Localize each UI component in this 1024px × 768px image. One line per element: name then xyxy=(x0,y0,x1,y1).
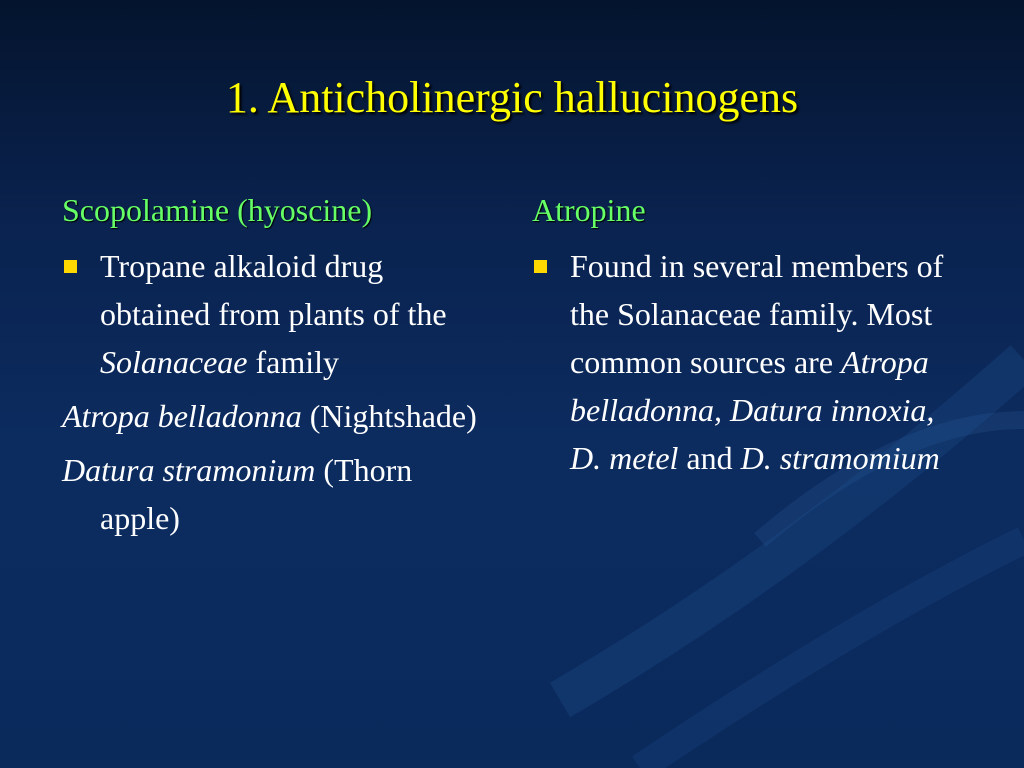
left-column xyxy=(62,188,482,548)
right-bullet-text: Found in several members of the Solanaceae family. Most common sources are xyxy=(570,248,944,380)
left-column-heading: Scopolamine (hyoscine) xyxy=(62,192,373,228)
right-column-heading: Atropine xyxy=(532,192,646,228)
square-bullet-icon xyxy=(64,260,77,273)
left-bullet-italic: Solanaceae xyxy=(100,344,248,380)
left-item-atropa-italic: Atropa belladonna xyxy=(62,398,302,434)
right-bullet-item xyxy=(532,242,972,482)
right-bullet-italic-stramomium: D. stramomium xyxy=(740,440,940,476)
swirl-arc-2 xyxy=(640,540,1024,768)
left-bullet-item xyxy=(62,242,482,386)
left-bullet-text: Tropane alkaloid drug obtained from plants of the xyxy=(100,248,447,332)
left-item-datura-italic: Datura stramonium xyxy=(62,452,316,488)
left-item-datura-text: (Thorn apple) xyxy=(100,452,413,536)
right-column xyxy=(532,188,972,488)
left-item-atropa xyxy=(62,392,482,440)
left-bullet-text-after: family xyxy=(247,344,340,380)
left-item-atropa-text: (Nightshade) xyxy=(301,398,477,434)
slide-title: 1. Anticholinergic hallucinogens xyxy=(225,73,799,122)
left-item-datura xyxy=(62,446,482,542)
right-bullet-italic-species: Atropa belladonna, Datura innoxia, D. metel xyxy=(570,344,935,476)
right-bullet-text-and: and xyxy=(678,440,741,476)
square-bullet-icon xyxy=(534,260,547,273)
